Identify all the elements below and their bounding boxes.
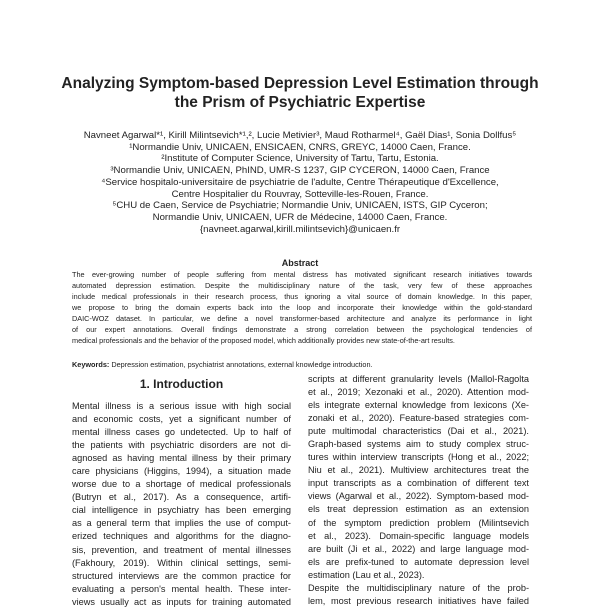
body-line: Niu et al., 2021). Multiview architectures treat the bbox=[308, 465, 529, 476]
author-emails: {navneet.agarwal,kirill.milintsevich}@unicaen.fr bbox=[199, 223, 401, 235]
abstract-line: automated depression estimation. Despite the multidisciplinary nature of the task, very few of these approaches bbox=[72, 281, 532, 290]
body-line: Despite the multidisciplinary nature of the prob- bbox=[308, 582, 529, 593]
body-line: of the symptom prediction problem (Milintsevich bbox=[308, 517, 529, 528]
body-line: Mental illness is a serious issue with high social bbox=[72, 401, 291, 411]
body-line: worse due to a shortage of medical professionals bbox=[72, 479, 291, 490]
abstract-line: medical professionals and the behavior of the proposed model, which additionally provides new state-of-the-art results. bbox=[72, 336, 455, 345]
body-line: mental illness cases go undetected. Up to half of bbox=[72, 427, 291, 438]
author-names: Navneet Agarwal*¹, Kirill Milintsevich*¹,², Lucie Metivier³, Maud Rotharmel⁴, Gaël Dias¹, Sonia Dollfus⁵ bbox=[83, 130, 517, 141]
title-line-1: Analyzing Symptom-based Depression Level Estimation through bbox=[61, 75, 539, 92]
body-line: (Fakhoury, 2019). Within clinical settings, semi- bbox=[72, 557, 291, 568]
body-line: views usually act as inputs for training automated bbox=[72, 596, 291, 607]
body-line: scripts at different granularity levels (Mallol-Ragolta bbox=[308, 374, 529, 384]
title-line-2: the Prism of Psychiatric Expertise bbox=[174, 94, 426, 111]
affiliation-line: Normandie Univ, UNICAEN, UFR de Médecine, 14000 Caen, France. bbox=[152, 211, 448, 223]
keywords bbox=[72, 359, 532, 370]
body-line: views (Agarwal et al., 2022). Symptom-based mod- bbox=[308, 491, 529, 502]
body-line: et al., 2019; Xezonaki et al., 2020). Attention mod- bbox=[308, 387, 529, 398]
paper-title bbox=[40, 74, 560, 112]
author-block bbox=[30, 130, 570, 235]
body-line: et al., 2023). Domain-specific language models bbox=[308, 530, 529, 541]
affiliation-line: ⁵CHU de Caen, Service de Psychiatrie; Normandie Univ, UNICAEN, ISTS, GIP Cyceron; bbox=[112, 200, 488, 212]
body-line: as a general term that implies the use of comput- bbox=[72, 518, 291, 529]
affiliation-line: ⁴Service hospitalo-universitaire de psychiatrie de l'adulte, Centre Thérapeutique d'Excellence, bbox=[101, 176, 499, 188]
abstract-line: of our expert annotations. Overall findings demonstrate a strong correlation between the psychological tendencies of bbox=[72, 325, 532, 334]
abstract-line: DAIC-WOZ dataset. In particular, we define a novel transformer-based architecture and analyze its performance in light bbox=[72, 314, 532, 323]
body-line: zonaki et al., 2020). Feature-based strategies com- bbox=[308, 413, 529, 424]
body-line: erized techniques and algorithms for the diagno- bbox=[72, 531, 291, 542]
keywords-text: Depression estimation, psychiatrist annotations, external knowledge introduction. bbox=[109, 360, 373, 369]
body-line: sis, prevention, and treatment of mental illnesses bbox=[72, 544, 291, 555]
abstract-line: include medical professionals in their research process, thus ignoring a vital source of domain knowledge. In this paper, bbox=[72, 292, 532, 301]
abstract-line: The ever-growing number of people suffering from mental distress has motivated significant research initiatives towards bbox=[72, 270, 532, 279]
affiliation-line: ¹Normandie Univ, UNICAEN, ENSICAEN, CNRS, GREYC, 14000 Caen, France. bbox=[129, 141, 471, 153]
abstract-line: we propose to bring the domain experts back into the loop and incorporate their knowledge within the gold-standard bbox=[72, 303, 532, 312]
body-line: els integrate external knowledge from lexicons (Xe- bbox=[308, 400, 529, 411]
body-line: Graph-based systems aim to study complex struc- bbox=[308, 439, 529, 450]
body-line: care physicians (Higgins, 1994), a situation made bbox=[72, 466, 291, 477]
abstract-body bbox=[72, 269, 532, 346]
body-line: cial intelligence in psychiatry has been emerging bbox=[72, 505, 291, 516]
left-column bbox=[72, 400, 291, 609]
body-line: and economic costs, yet a significant number of bbox=[72, 414, 291, 425]
right-column bbox=[308, 373, 529, 608]
body-line: agnosed as having mental illness by their primary bbox=[72, 453, 291, 464]
body-line: (Butryn et al., 2017). As a consequence, artifi- bbox=[72, 492, 291, 503]
abstract-heading: Abstract bbox=[281, 258, 319, 268]
section-heading-introduction: 1. Introduction bbox=[139, 377, 224, 391]
body-line: els treat depression estimation as an extension bbox=[308, 504, 529, 515]
keywords-label: Keywords: bbox=[72, 360, 110, 369]
body-line: els are prefix-tuned to automate depression level bbox=[308, 556, 529, 567]
affiliation-line: ²Institute of Computer Science, University of Tartu, Tartu, Estonia. bbox=[161, 153, 439, 165]
body-line: the patients with psychiatric disorders are not di- bbox=[72, 440, 291, 451]
body-line: tures within interview transcripts (Hong et al., 2022; bbox=[308, 452, 529, 463]
body-line: structured interviews are the common practice for bbox=[72, 570, 291, 581]
body-line: estimation (Lau et al., 2023). bbox=[308, 569, 425, 580]
body-line: are built (Ji et al., 2022) and large language mod- bbox=[308, 543, 529, 554]
body-line: evaluating a person's mental health. These inter- bbox=[72, 583, 291, 594]
body-line: lem, most previous research initiatives have failed bbox=[308, 595, 529, 606]
body-line: input transcripts as a combination of different text bbox=[308, 478, 529, 489]
body-line: pute multimodal characteristics (Dai et al., 2021). bbox=[308, 426, 529, 437]
affiliation-line: Centre Hospitalier du Rouvray, Sotteville-les-Rouen, France. bbox=[171, 188, 429, 200]
affiliation-line: ³Normandie Univ, UNICAEN, PhIND, UMR-S 1237, GIP CYCERON, 14000 Caen, France bbox=[110, 165, 490, 177]
